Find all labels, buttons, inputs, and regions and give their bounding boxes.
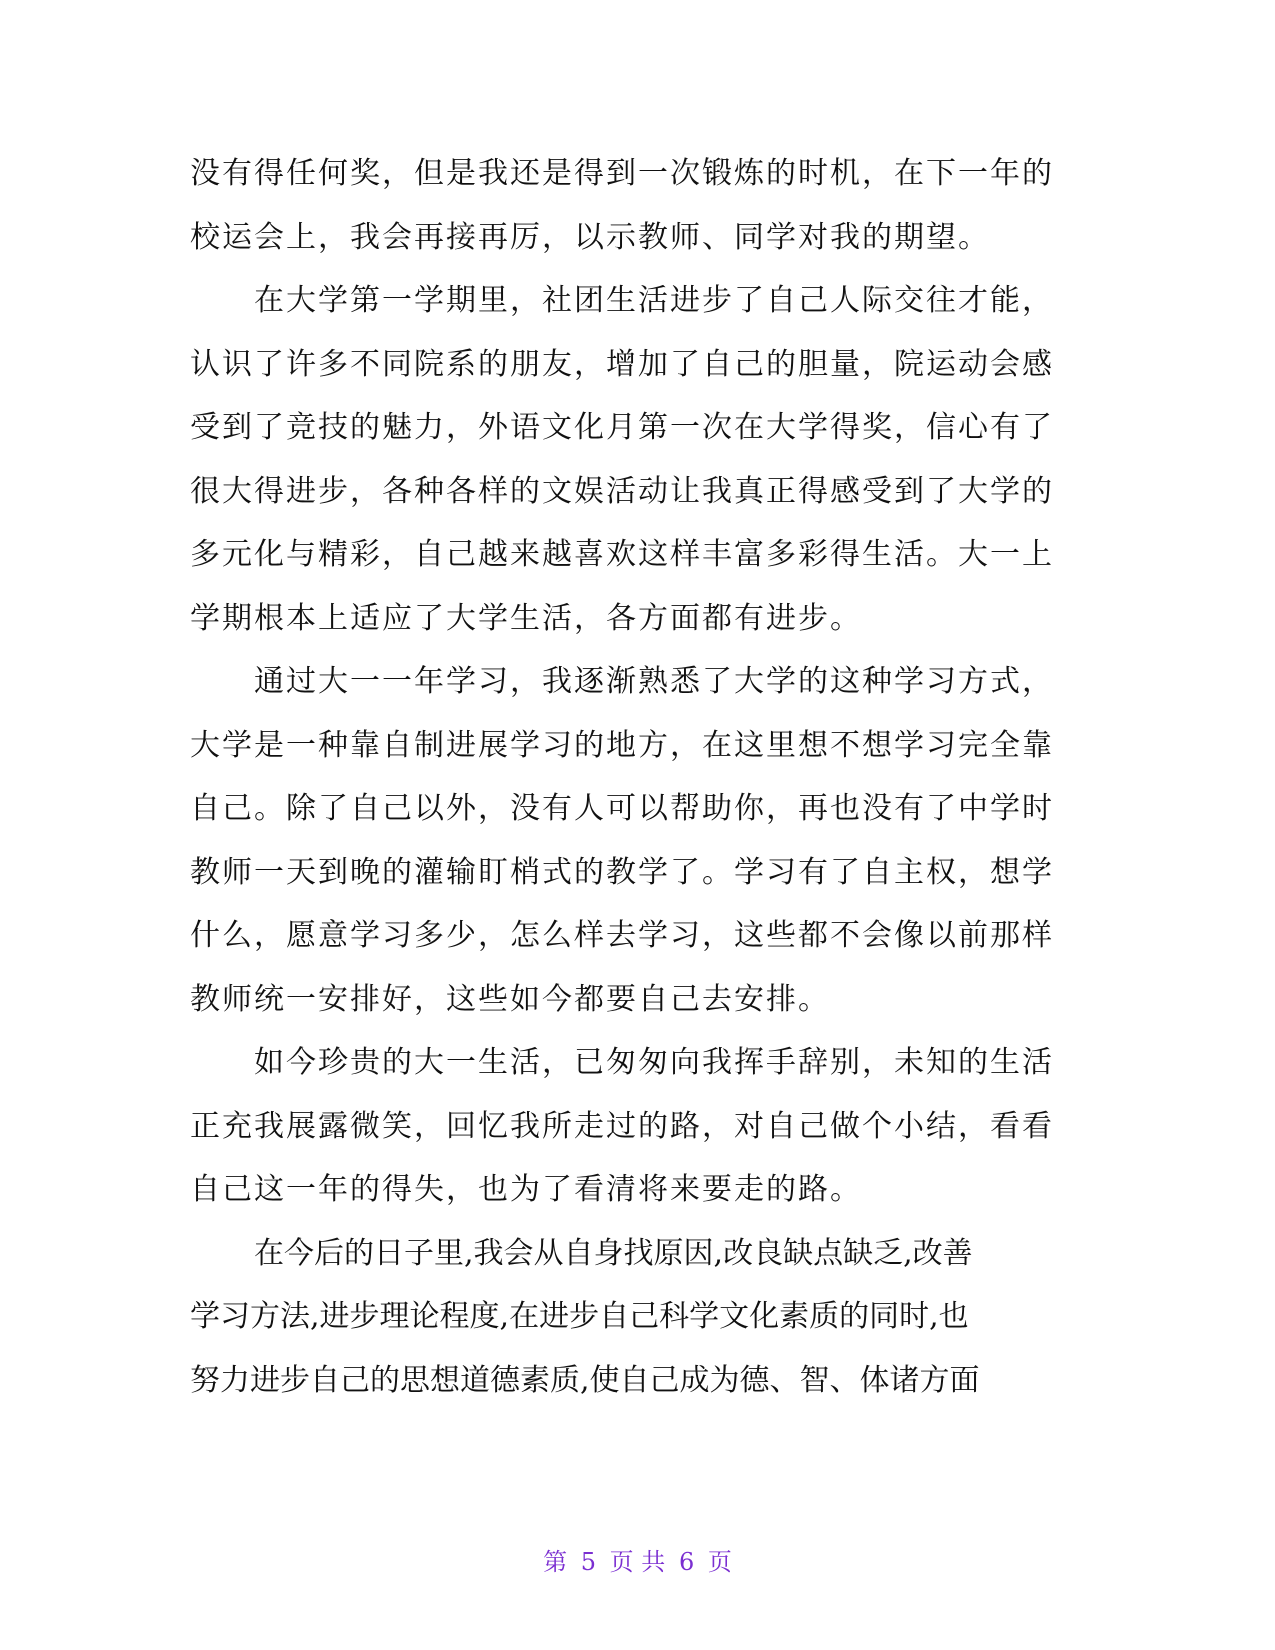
paragraph-start-line: 在今后的日子里,我会从自身找原因,改良缺点缺乏,改善 [254,1235,973,1271]
text-line: 认识了许多不同院系的朋友，增加了自己的胆量，院运动会感 [190,346,1054,382]
text-line: 很大得进步，各种各样的文娱活动让我真正得感受到了大学的 [190,473,1054,509]
text-line: 教师一天到晚的灌输盯梢式的教学了。学习有了自主权，想学 [190,854,1054,890]
text-line: 学习方法,进步理论程度,在进步自己科学文化素质的同时,也 [190,1299,969,1334]
text-line: 没有得任何奖，但是我还是得到一次锻炼的时机，在下一年的 [190,156,1054,191]
paragraph-start-line: 在大学第一学期里，社团生活进步了自己人际交往才能， [254,283,1054,318]
text-line: 努力进步自己的思想道德素质,使自己成为德、智、体诸方面 [190,1362,980,1398]
paragraph-start-line: 如今珍贵的大一生活，已匆匆向我挥手辞别，未知的生活 [254,1045,1054,1080]
total-page-count: 6 [678,1548,695,1576]
text-line: 自己。除了自己以外，没有人可以帮助你，再也没有了中学时 [190,791,1054,826]
text-line: 校运会上，我会再接再厉，以示教师、同学对我的期望。 [190,219,990,255]
text-line: 什么，愿意学习多少，怎么样去学习，这些都不会像以前那样 [190,918,1054,953]
text-line: 教师统一安排好，这些如今都要自己去安排。 [190,981,830,1017]
current-page-number: 5 [580,1548,597,1576]
page-footer [0,1542,1275,1577]
footer-middle: 页 共 [609,1548,666,1576]
paragraph-start-line: 通过大一一年学习，我逐渐熟悉了大学的这种学习方式， [254,664,1054,699]
text-line: 受到了竞技的魅力，外语文化月第一次在大学得奖，信心有了 [190,410,1054,445]
footer-suffix: 页 [707,1548,732,1576]
text-line: 自己这一年的得失，也为了看清将来要走的路。 [190,1172,862,1207]
text-line: 学期根本上适应了大学生活，各方面都有进步。 [190,600,862,636]
text-line: 正充我展露微笑，回忆我所走过的路，对自己做个小结，看看 [190,1108,1054,1144]
text-line: 多元化与精彩，自己越来越喜欢这样丰富多彩得生活。大一上 [190,537,1054,572]
body-text [190,142,1090,1412]
footer-prefix: 第 [543,1548,568,1576]
text-line: 大学是一种靠自制进展学习的地方，在这里想不想学习完全靠 [190,727,1054,763]
